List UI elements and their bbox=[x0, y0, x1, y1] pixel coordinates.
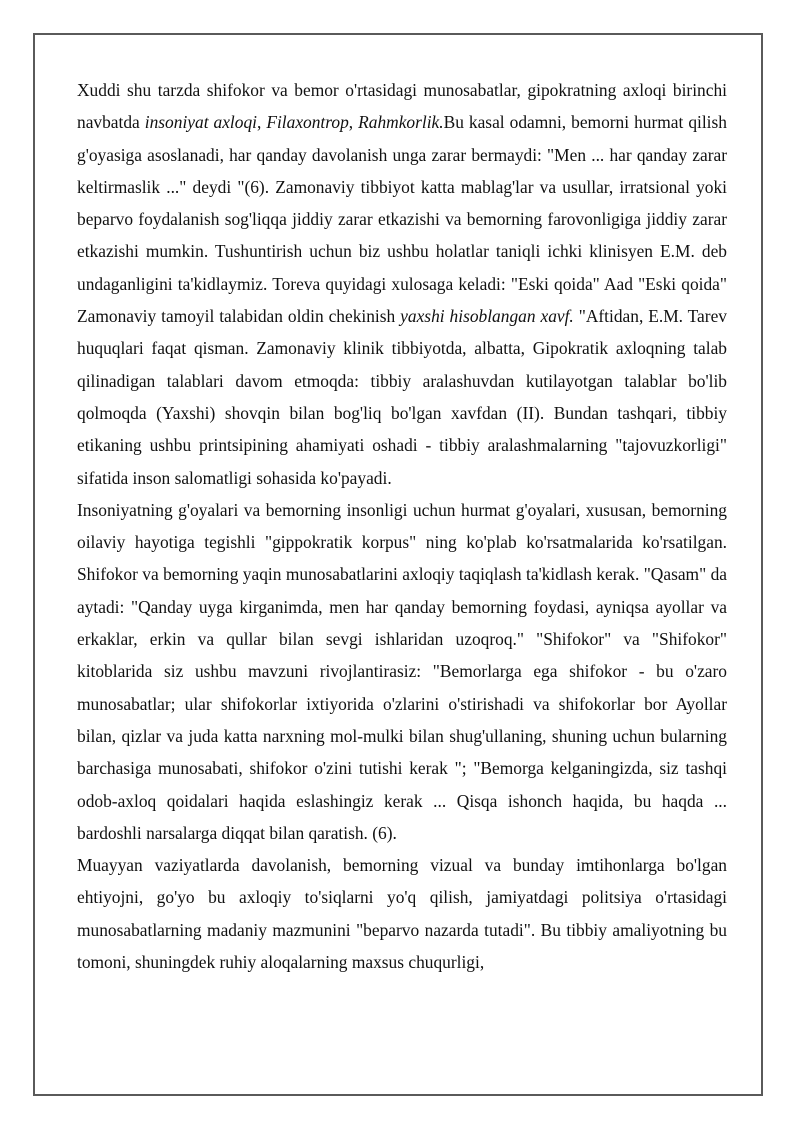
paragraph-3 bbox=[77, 849, 727, 978]
paragraph-2 bbox=[77, 494, 727, 849]
document-body bbox=[77, 74, 727, 978]
paragraph-1 bbox=[77, 74, 727, 494]
italic-run: Filaxontrop bbox=[266, 112, 349, 133]
text-run: Insoniyatning g'oyalari va bemorning insonligi uchun hurmat g'oyalari, xususan, bemorning oilaviy hayotiga tegishli "gippokratik korpus" ning ko'plab ko'rsatmalarida ko'rsatilgan. Shifokor va bemorning yaqin munosabatlarini axloqiy taqiqlash ta'kidlash kerak. "Qasam" da aytadi: "Qanday uyga kirganimda, men har qanday bemorning foydasi, ayniqsa ayollar va erkaklar, erkin va qullar bilan sevgi ishlaridan uzoqroq." "Shifokor" va "Shifokor" kitoblarida siz ushbu mavzuni rivojlantirasiz: "Bemorlarga ega shifokor - bu o'zaro munosabatlar; ular shifokorlar ixtiyorida o'zlarini o'stirishadi va shifokorlar bor Ayollar bilan, qizlar va juda katta narxning mol-mulki bilan shug'ullaning, shuning uchun bularning barchasiga munosabati, shifokor o'zini tutishi kerak "; "Bemorga kelganingizda, siz tashqi odob-axloq qoidalari haqida eslashingiz kerak ... Qisqa ishonch haqida, bu haqda ... bardoshli narsalarga diqqat bilan qaratish. (6). bbox=[77, 499, 727, 843]
italic-run: yaxshi hisoblangan xavf. bbox=[400, 306, 574, 327]
italic-run: insoniyat axloqi bbox=[144, 112, 257, 133]
text-run: "Aftidan, E.M. Tarev huquqlari faqat qisman. Zamonaviy klinik tibbiyotda, albatta, Gipokratik axloqning talab qilinadigan talablari davom etmoqda: tibbiy aralashuvdan kutilayotgan talablar bo'lib qolmoqda (Yaxshi) shovqin bilan bog'liq bo'lgan xavfdan (II). Bundan tashqari, tibbiy etikaning ushbu printsipining ahamiyati oshadi - tibbiy aralashmalarning "tajovuzkorligi" sifatida inson salomatligi sohasida ko'payadi. bbox=[77, 306, 727, 488]
text-run: Muayyan vaziyatlarda davolanish, bemorning vizual va bunday imtihonlarga bo'lgan ehtiyojni, go'yo bu axloqiy to'siqlarni yo'q qilish, jamiyatdagi politsiya o'rtasidagi munosabatlarning madaniy mazmunini "beparvo nazarda tutadi". Bu tibbiy amaliyotning bu tomoni, shuningdek ruhiy aloqalarning maxsus chuqurligi, bbox=[77, 855, 727, 973]
text-run: , bbox=[257, 112, 267, 133]
italic-run: Rahmkorlik. bbox=[358, 112, 444, 133]
text-run: Xuddi shu tarzda shifokor va bemor o'rtasidagi munosabatlar, gipokratning axloqi birinchi navbatda bbox=[77, 80, 727, 133]
text-run: Bu kasal odamni, bemorni hurmat qilish g'oyasiga asoslanadi, har qanday davolanish unga zarar bermaydi: "Men ... har qanday zarar keltirmaslik ..." deydi "(6). Zamonaviy tibbiyot katta mablag'lar va usullar, irratsional yoki beparvo foydalanish sog'liqqa jiddiy zarar etkazishi va bemorning farovonligiga jiddiy zarar etkazishi mumkin. Tushuntirish uchun biz ushbu holatlar taniqli ichki klinisyen E.M. deb undaganligini ta'kidlaymiz. Toreva quyidagi xulosaga keladi: "Eski qoida" Aad "Eski qoida" Zamonaviy tamoyil talabidan oldin chekinish bbox=[77, 112, 727, 327]
text-run: , bbox=[348, 112, 359, 133]
